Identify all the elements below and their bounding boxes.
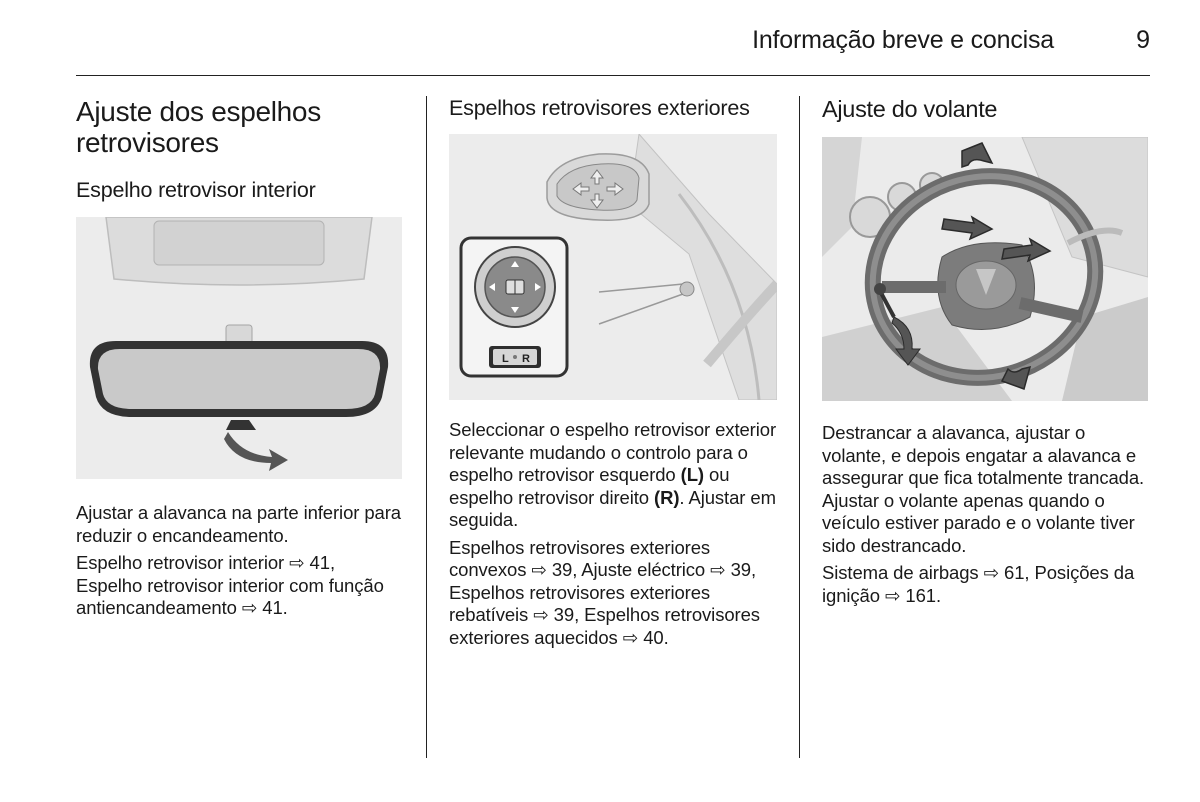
section-heading: Ajuste do volante <box>822 96 998 122</box>
paragraph: Seleccionar o espelho retrovisor exterior relevante mudando o controlo para o espelho retrovisor esquerdo (L) ou espelho retrovisor direito (R). Ajustar em seguida. <box>449 419 777 530</box>
header-title: Informação breve e concisa <box>752 26 1054 54</box>
steering-wheel-adjustment-illustration <box>822 137 1148 401</box>
exterior-mirror-figure <box>449 134 777 400</box>
cross-reference: Espelho retrovisor interior ⇨ 41, Espelho retrovisor interior com função antiencandeamento ⇨ 41. <box>76 552 384 618</box>
column-steering-wheel <box>822 96 1152 607</box>
paragraph: Ajustar a alavanca na parte inferior para reduzir o encandeamento. <box>76 502 401 546</box>
exterior-mirror-control-illustration <box>449 134 777 400</box>
paragraph: Destrancar a alavanca, ajustar o volante, e depois engatar a alavanca e assegurar que fica totalmente trancada. Ajustar o volante apenas quando o veículo estiver parado e o volante tiver sido destrancado. <box>822 422 1145 556</box>
steering-wheel-figure <box>822 137 1148 401</box>
section-subheading: Espelho retrovisor interior <box>76 178 316 202</box>
section-heading: Ajuste dos espelhos retrovisores <box>76 96 321 158</box>
page-number: 9 <box>1136 26 1150 54</box>
left-mirror-ref: (L) <box>680 464 704 485</box>
left-mirror-label: L <box>502 353 509 365</box>
cross-reference: Sistema de airbags ⇨ 61, Posições da ignição ⇨ 161. <box>822 562 1135 606</box>
interior-rearview-mirror-illustration <box>76 217 402 479</box>
right-mirror-ref: (R) <box>654 486 680 508</box>
section-heading: Espelhos retrovisores exteriores <box>449 96 750 120</box>
column-divider-2 <box>799 96 800 758</box>
right-mirror-label: R <box>522 353 530 365</box>
column-divider-1 <box>426 96 427 758</box>
column-exterior-mirrors <box>449 96 781 649</box>
header-divider <box>76 75 1150 76</box>
cross-reference: Espelhos retrovisores exteriores convexos ⇨ 39, Ajuste eléctrico ⇨ 39, Espelhos retrovisores exteriores rebatíveis ⇨ 39, Espelhos retrovisores exteriores aquecidos ⇨ 40. <box>449 536 760 648</box>
interior-mirror-figure <box>76 217 402 479</box>
column-interior-mirror <box>76 96 406 620</box>
